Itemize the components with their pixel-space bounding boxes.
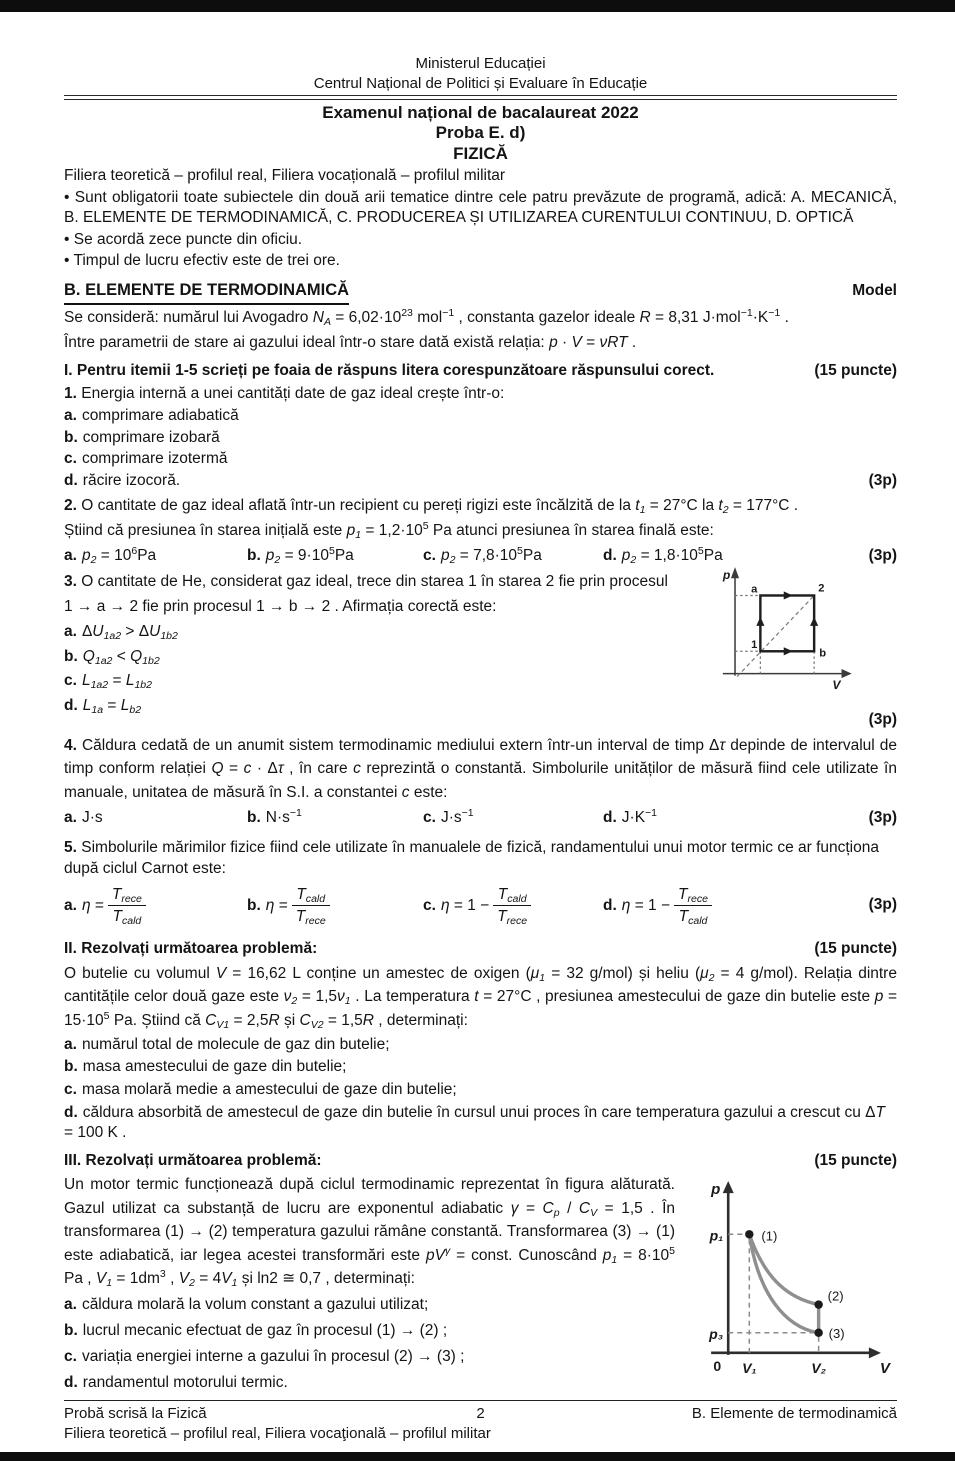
q4-stem: 4. Căldura cedată de un anumit sistem termodinamic mediului extern într-un interval de timp Δτ depinde de intervalul de timp conform relației Q = c · Δτ , în care c reprezintă o constantă. Simbolurile unităților de măsură fiind cele utilizate în manuale, unitatea de măsură în S.I. a constantei c este:	[64, 736, 898, 801]
footer-filiera: Filiera teoretică – profilul real, Filiera vocaţională – profilul militar	[64, 1425, 491, 1443]
state-2-label: (2)	[827, 1288, 844, 1304]
v2-label: V₂	[811, 1359, 827, 1376]
q2-options-row	[64, 546, 897, 566]
option-formula: η =	[81, 896, 104, 914]
option-formula: $p_2 = 10^6Pa$	[81, 545, 157, 567]
section-title: B. ELEMENTE DE TERMODINAMICĂ	[64, 280, 349, 304]
origin-label: 0	[713, 1357, 722, 1374]
axis-label-v: V	[832, 678, 841, 693]
option-letter: c.	[423, 547, 436, 565]
footer-page-number: 2	[476, 1405, 485, 1423]
part2-header-row	[64, 939, 897, 959]
item-text: randamentul motorului termic.	[82, 1373, 288, 1391]
option-formula: $L_{1a} = L_{b2}$	[82, 697, 142, 717]
question-3	[64, 570, 897, 730]
part1-header: I. Pentru itemii 1-5 scrieți pe foaia de răspuns litera corespunzătoare răspunsului corect.	[64, 362, 715, 380]
option-formula: $Q_{1a2} < Q_{1b2}$	[82, 647, 160, 667]
bullet-puncte-oficiu: • Se acordă zece puncte din oficiu.	[64, 230, 303, 248]
footer-divider	[64, 1400, 897, 1401]
ministry-line: Ministerul Educației	[415, 55, 546, 72]
q5-options-row	[64, 885, 897, 927]
model-label: Model	[852, 282, 897, 300]
q4-option-b	[247, 808, 423, 828]
option-letter: a.	[64, 896, 77, 914]
state-label-1: 1	[751, 639, 758, 652]
option-letter: c.	[423, 809, 436, 827]
state-label-2: 2	[818, 582, 825, 595]
fraction	[493, 885, 531, 927]
state-3-label: (3)	[828, 1325, 845, 1341]
q1-option-a	[64, 406, 897, 426]
option-letter: c.	[64, 672, 77, 690]
option-formula: $p_2 = 7,8\cdot 10^5Pa$	[440, 545, 542, 567]
bullet-obligatorii: • Sunt obligatorii toate subiectele din două arii tematice dintre cele patru prevăzute de programă, adică: A. MECANICĂ, B. ELEMENTE DE TERMODINAMICĂ, C. PRODUCEREA ȘI UTILIZAREA CURENTULUI CONTINUU, D. OPTICĂ	[64, 188, 897, 226]
question-5	[64, 838, 897, 926]
option-formula: η = 1 −	[621, 896, 671, 914]
item-letter: a.	[64, 1035, 77, 1053]
q5-option-c	[423, 885, 603, 927]
footer-row	[64, 1404, 897, 1424]
axis-label-p: p	[722, 568, 731, 583]
question-2	[64, 494, 897, 566]
exam-proba: Proba E. d)	[435, 123, 526, 143]
option-letter: d.	[64, 697, 78, 715]
item-text: lucrul mecanic efectuat de gaz în procesul (1) → (2) ;	[82, 1322, 448, 1340]
option-text: comprimare adiabatică	[81, 407, 239, 425]
q4-option-d	[603, 808, 869, 828]
problem-2	[64, 962, 897, 1143]
q2-points: (3p)	[868, 547, 897, 565]
option-letter: d.	[603, 547, 617, 565]
option-formula: $p_2 = 1,8\cdot 10^5Pa$	[621, 545, 723, 567]
fraction-denominator: $T_{cald}$	[678, 908, 708, 928]
part2-points: (15 puncte)	[814, 940, 897, 958]
fraction-numerator: $T_{cald}$	[292, 885, 330, 906]
item-text: variația energiei interne a gazului în procesul (2) → (3) ;	[81, 1347, 465, 1365]
axis-label-v: V	[879, 1359, 890, 1377]
state-label-a: a	[751, 583, 758, 596]
part3-points: (15 puncte)	[814, 1151, 897, 1169]
option-formula: $J\cdot K^{-1}$	[621, 807, 658, 827]
q3-stem-1: 3. O cantitate de He, considerat gaz ideal, trece din starea 1 în starea 2 fie prin procesul	[64, 573, 668, 591]
item-letter: b.	[64, 1322, 78, 1340]
q4-points: (3p)	[868, 809, 897, 827]
item-letter: a.	[64, 1296, 77, 1314]
item-text: numărul total de molecule de gaz din butelie;	[81, 1035, 390, 1053]
option-letter: b.	[247, 896, 261, 914]
relation-line: Între parametrii de stare ai gazului ideal într-o stare dată există relația: p · V = νRT .	[64, 334, 637, 352]
q1-option-d	[64, 471, 897, 491]
p3-body: Un motor termic funcționează după ciclul termodinamic reprezentat în figura alăturată. Gazul utilizat ca substanță de lucru are exponentul adiabatic $\gamma = C_p / C_V = 1,5$ . În transformarea (1) → (2) temperatura gazului rămâne constantă. Transformarea (3) → (1) este adiabatică, iar legea acestei transformări este $pV^\gamma$ = const. Cunoscând $p_1 = 8\cdot 10^5$ Pa , $V_1 = 1dm^3$ , $V_2 = 4V_1$ și ln2 ≅ 0,7 , determinați:	[64, 1176, 676, 1290]
option-formula: $\Delta U_{1a2} > \Delta U_{1b2}$	[81, 622, 178, 642]
fraction-numerator: $T_{rece}$	[674, 885, 712, 906]
part3-header: III. Rezolvați următoarea problemă:	[64, 1151, 322, 1169]
q2-option-a	[64, 546, 247, 566]
p2-item-c	[64, 1080, 897, 1100]
option-formula: $p_2 = 9\cdot 10^5Pa$	[265, 545, 354, 567]
page-content	[0, 12, 955, 1396]
item-text: masa amestecului de gaze din butelie;	[82, 1058, 347, 1076]
q1-option-b	[64, 428, 897, 448]
q5-option-a	[64, 885, 247, 927]
item-letter: d.	[64, 1373, 78, 1391]
option-letter: b.	[247, 547, 261, 565]
option-letter: a.	[64, 547, 77, 565]
constants-line: Se consideră: numărul lui Avogadro $N_A = 6,02\cdot 10^{23}$ mol$^{-1}$ , constanta gazelor ideale R = 8,31 $J\cdot mol^{-1}\cdot K^{-1}$ .	[64, 307, 789, 329]
part2-header: II. Rezolvați următoarea problemă:	[64, 940, 318, 958]
header-divider	[64, 95, 897, 100]
q1-option-c	[64, 449, 897, 469]
pv-diagram-q3-svg	[711, 562, 897, 702]
q5-option-d	[603, 885, 869, 927]
part3-header-row	[64, 1151, 897, 1171]
q3-stem-2: 1 → a → 2 fie prin procesul 1 → b → 2 . Afirmația corectă este:	[64, 598, 497, 616]
section-heading-row	[64, 280, 897, 304]
p1-label: p₁	[709, 1227, 724, 1244]
scan-border-bottom	[0, 1452, 955, 1461]
fraction-denominator: $T_{rece}$	[295, 908, 326, 928]
pv-cycle-svg	[681, 1175, 897, 1383]
q1-stem: 1. Energia internă a unei cantități date de gaz ideal crește într-o:	[64, 385, 505, 403]
pv-diagram-q3	[711, 562, 897, 708]
option-formula: η =	[265, 896, 288, 914]
option-letter: d.	[64, 472, 78, 490]
item-text: masa molară medie a amestecului de gaze din butelie;	[81, 1080, 457, 1098]
option-letter: d.	[603, 809, 617, 827]
q2-option-b	[247, 546, 423, 566]
q5-points: (3p)	[868, 896, 897, 914]
option-formula: η = 1 −	[440, 896, 490, 914]
item-letter: d.	[64, 1103, 78, 1121]
exam-title: Examenul național de bacalaureat 2022	[322, 102, 639, 122]
question-4	[64, 734, 897, 829]
p2-item-d	[64, 1103, 897, 1143]
fraction-denominator: $T_{cald}$	[112, 908, 142, 928]
fraction-numerator: $T_{rece}$	[108, 885, 146, 906]
option-formula: $L_{1a2} = L_{1b2}$	[81, 672, 153, 692]
option-formula: $N\cdot s^{-1}$	[265, 807, 302, 827]
fraction	[108, 885, 146, 927]
center-line: Centrul Național de Politici și Evaluare în Educație	[313, 74, 648, 92]
p3-label: p₃	[709, 1325, 724, 1342]
option-text: răcire izocoră.	[82, 472, 181, 490]
filiera-line: Filiera teoretică – profilul real, Filiera vocațională – profilul militar	[64, 167, 506, 185]
item-text: căldura absorbită de amestecul de gaze din butelie în cursul unui proces în care temperatura gazului a crescut cu ΔT = 100 K .	[64, 1103, 885, 1141]
state-label-b: b	[819, 647, 827, 660]
option-letter: c.	[423, 896, 436, 914]
q4-options-row	[64, 808, 897, 828]
pv-diagram-q3-cycle	[681, 1175, 897, 1389]
item-letter: c.	[64, 1080, 77, 1098]
q2-option-d	[603, 546, 869, 566]
q5-stem: 5. Simbolurile mărimilor fizice fiind cele utilizate în manualele de fizică, randamentului unui motor termic ce ar funcționa după ciclul Carnot este:	[64, 839, 879, 877]
scan-border-top	[0, 0, 955, 12]
fraction	[292, 885, 330, 927]
footer-subject: Probă scrisă la Fizică	[64, 1405, 207, 1423]
question-1	[64, 384, 897, 491]
exam-subject: FIZICĂ	[453, 143, 508, 163]
p2-body: O butelie cu volumul V = 16,62 L conține un amestec de oxigen ($\mu_1 = 32$ g/mol) și heliu ($\mu_2 = 4$ g/mol). Relația dintre cantitățile celor două gaze este $\nu_2 = 1,5\nu_1$ . La temperatura t = 27°C , presiunea amestecului de gaze din butelie este $p = 15\cdot 10^5$ Pa. Știind că $C_{V1} = 2,5R$ și $C_{V2} = 1,5R$ , determinați:	[64, 964, 898, 1031]
q2-option-c	[423, 546, 603, 566]
option-text: comprimare izotermă	[81, 450, 228, 468]
fraction	[674, 885, 712, 927]
q5-option-b	[247, 885, 423, 927]
p2-item-b	[64, 1057, 897, 1077]
q4-option-c	[423, 808, 603, 828]
footer-section: B. Elemente de termodinamică	[691, 1405, 897, 1423]
part1-points: (15 puncte)	[814, 362, 897, 380]
page-footer	[0, 1396, 955, 1452]
option-text: comprimare izobară	[82, 428, 220, 446]
q4-option-a	[64, 808, 247, 828]
bullet-timp-lucru: • Timpul de lucru efectiv este de trei ore.	[64, 252, 340, 270]
axis-label-p: p	[711, 1181, 721, 1199]
q1-points: (3p)	[868, 472, 897, 490]
option-letter: a.	[64, 407, 77, 425]
q3-points: (3p)	[868, 711, 897, 729]
part1-header-row	[64, 361, 897, 381]
problem-3	[64, 1173, 897, 1396]
fraction-denominator: $T_{rece}$	[497, 908, 528, 928]
state-1-label: (1)	[761, 1228, 778, 1244]
option-letter: d.	[603, 896, 617, 914]
option-letter: b.	[64, 647, 78, 665]
option-formula: $J\cdot s^{-1}$	[440, 807, 474, 827]
p2-item-a	[64, 1035, 897, 1055]
q2-stem-1: 2. O cantitate de gaz ideal aflată într-un recipient cu pereți rigizi este încălzită de la $t_1 = 27^\circ C$ la $t_2 = 177^\circ C$ .	[64, 497, 799, 517]
option-formula: J·s	[81, 809, 103, 827]
option-letter: b.	[247, 809, 261, 827]
option-letter: a.	[64, 622, 77, 640]
option-letter: a.	[64, 809, 77, 827]
item-letter: b.	[64, 1058, 78, 1076]
item-letter: c.	[64, 1347, 77, 1365]
v1-label: V₁	[742, 1359, 757, 1376]
q2-stem-2: Știind că presiunea în starea inițială este $p_1 = 1,2\cdot 10^5$ Pa atunci presiunea în starea finală este:	[64, 520, 714, 542]
option-letter: c.	[64, 450, 77, 468]
fraction-numerator: $T_{cald}$	[493, 885, 531, 906]
item-text: căldura molară la volum constant a gazului utilizat;	[81, 1296, 429, 1314]
option-letter: b.	[64, 428, 78, 446]
